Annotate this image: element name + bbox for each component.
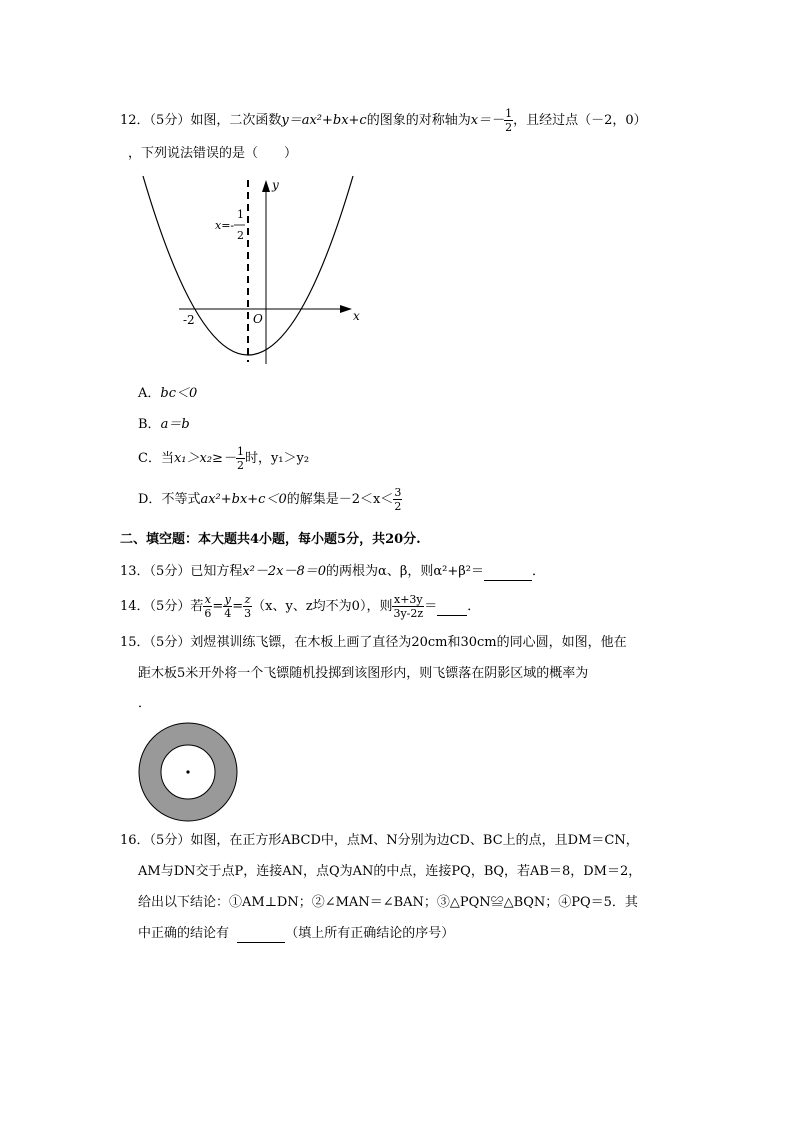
x-axis-label: x — [353, 309, 360, 323]
q14-line: 14．（5分）若 $\frac{x}{6}$ = $\frac{y}{4}$ = $\frac{z}{3}$ （x、y、z均不为0），则 $\frac{x+3y}{3y-2z}$ ＝ ． — [120, 593, 481, 620]
q16-line1: 16．（5分）如图，在正方形ABCD中，点M、N分别为边CD、BC上的点，且DM＝CN， — [120, 833, 639, 848]
q15-line1: 15．（5分）刘煜祺训练飞镖，在木板上画了直径为20cm和30cm的同心圆，如图，他在 — [120, 635, 627, 650]
q15-concentric-circles — [137, 721, 241, 825]
q12-half-fraction: $\frac{1}{2}$ — [505, 107, 513, 134]
q14-fraction-x: $\frac{x}{6}$ — [204, 593, 212, 620]
q12-option-a: A．bc＜0 — [138, 386, 198, 401]
center-dot — [186, 770, 189, 773]
q16-answer-blank[interactable] — [237, 929, 285, 943]
q12-option-d: D．不等式ax²+bx+c＜0的解集是－2＜x＜ $\frac{3}{2}$ — [138, 486, 402, 513]
y-axis-arrow — [262, 180, 270, 192]
q12-number: 12． — [120, 113, 150, 128]
origin-label: O — [253, 312, 263, 326]
q15-line3: ． — [138, 696, 152, 711]
option-d-fraction: $\frac{3}{2}$ — [394, 486, 402, 513]
sym-num: 1 — [237, 208, 244, 221]
y-axis-label: y — [272, 178, 279, 192]
sym-label: x=- — [215, 219, 235, 232]
q12-line2: ，下列说法错误的是（ ） — [128, 146, 298, 161]
section2-heading: 二、填空题：本大题共4小题，每小题5分，共20分. — [120, 532, 421, 547]
neg2-label: -2 — [183, 313, 195, 327]
q12-parabola-graph — [135, 172, 370, 372]
q14-fraction-z: $\frac{z}{3}$ — [244, 593, 252, 620]
q13-answer-blank[interactable] — [484, 567, 532, 581]
q16-line3: 给出以下结论：①AM⊥DN；②∠MAN＝∠BAN；③△PQN≌△BQN；④PQ＝5．其 — [138, 895, 638, 910]
q12-option-b: B．a＝b — [138, 417, 190, 432]
q14-answer-blank[interactable] — [437, 602, 467, 616]
q12-score: （5分） — [149, 113, 191, 128]
q12-line1: 12．（5分）如图，二次函数y＝ax²+bx+c的图象的对称轴为x＝－ $\frac{1}{2}$ ，且经过点（－2，0） — [120, 107, 647, 134]
q16-line4: 中正确的结论有 （填上所有正确结论的序号） — [138, 926, 455, 941]
q12-function: y＝ax²+bx+c — [281, 113, 367, 128]
option-c-fraction: $\frac{1}{2}$ — [236, 445, 244, 472]
q16-line2: AM与DN交于点P，连接AN，点Q为AN的中点，连接PQ，BQ，若AB＝8，DM＝2， — [138, 864, 642, 879]
sym-den: 2 — [237, 229, 244, 242]
q13-line: 13．（5分）已知方程x²－2x－8＝0的两根为α、β，则α²+β²＝ ． — [120, 564, 545, 579]
q14-fraction-y: $\frac{y}{4}$ — [224, 593, 232, 620]
q15-line2: 距木板5米开外将一个飞镖随机投掷到该图形内，则飞镖落在阴影区域的概率为 — [138, 666, 589, 681]
q12-option-c: C．当x₁＞x₂≥－ $\frac{1}{2}$ 时，y₁＞y₂ — [138, 445, 310, 472]
q14-fraction-expr: $\frac{x+3y}{3y-2z}$ — [393, 593, 424, 620]
x-axis-arrow — [340, 305, 352, 313]
q12-axis-eq: x＝－ — [470, 113, 505, 128]
